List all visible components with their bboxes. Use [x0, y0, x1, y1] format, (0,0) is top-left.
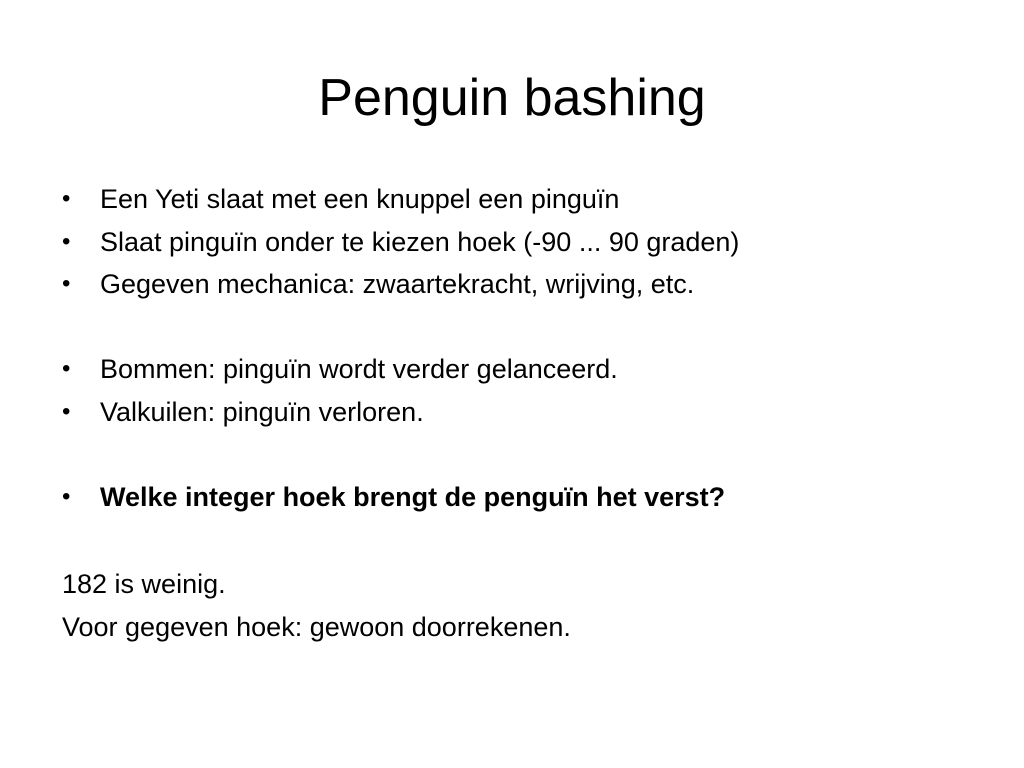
- spacer: [62, 306, 962, 349]
- bullet-icon: •: [62, 185, 71, 212]
- footer-line: Voor gegeven hoek: gewoon doorrekenen.: [62, 611, 571, 642]
- slide-title: Penguin bashing: [318, 69, 706, 127]
- bullet-icon: •: [62, 397, 71, 425]
- bullet-item: [62, 476, 962, 519]
- bullet-text: Valkuilen: pinguïn verloren.: [100, 396, 424, 427]
- bullet-item: [62, 348, 962, 391]
- bullet-item: [62, 391, 962, 434]
- bullet-icon: •: [62, 355, 71, 382]
- bullet-text: Een Yeti slaat met een knuppel een pinguïn: [100, 184, 620, 214]
- bullet-icon: •: [62, 227, 71, 255]
- bullet-text: Gegeven mechanica: zwaartekracht, wrijving, etc.: [100, 269, 695, 299]
- bullet-text: Slaat pinguïn onder te kiezen hoek (-90 ... 90 graden): [100, 226, 740, 257]
- spacer: [62, 433, 962, 476]
- bullet-item: [62, 263, 962, 306]
- bullet-question-text: Welke integer hoek brengt de penguïn het verst?: [100, 481, 726, 512]
- footer-text-block: [62, 563, 962, 648]
- bullet-text: Bommen: pinguïn wordt verder gelanceerd.: [100, 354, 618, 384]
- bullet-item: [62, 178, 962, 221]
- bullet-list: [62, 178, 962, 518]
- bullet-icon: •: [62, 482, 71, 510]
- footer-line: 182 is weinig.: [62, 569, 226, 599]
- bullet-item: [62, 221, 962, 264]
- bullet-icon: •: [62, 270, 71, 297]
